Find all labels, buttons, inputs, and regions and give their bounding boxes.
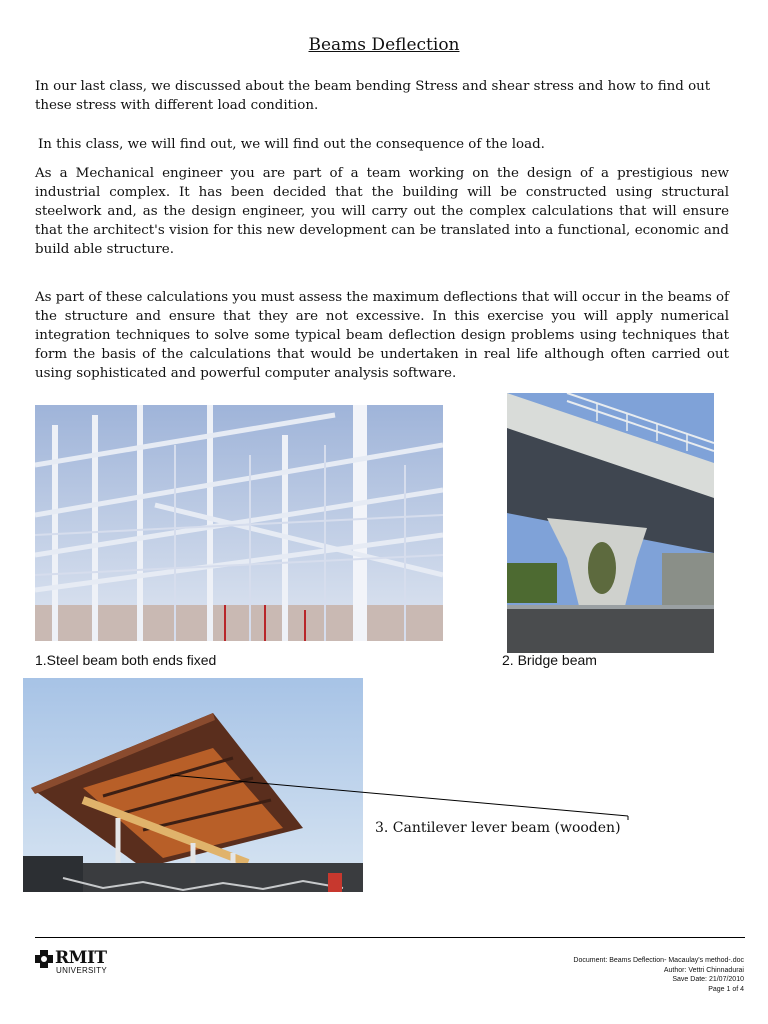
meta-page-number: Page 1 of 4 <box>708 985 744 993</box>
logo-name: RMIT <box>55 948 107 968</box>
paragraph-this-class: In this class, we will find out, we will find out the consequence of the load. <box>38 137 545 152</box>
paragraph-intro: In our last class, we discussed about the beam bending Stress and shear stress and how to find out these stress with different load condition. <box>35 79 711 113</box>
meta-document: Document: Beams Deflection- Macaulay's method-.doc <box>573 957 744 964</box>
figure-caption-cantilever-beam: 3. Cantilever lever beam (wooden) <box>375 820 621 836</box>
steel-frame-photo <box>35 405 443 641</box>
figure-caption-steel-beam: 1.Steel beam both ends fixed <box>35 652 217 668</box>
paragraph-engineer-role: As a Mechanical engineer you are part of a team working on the design of a prestigious new industrial complex. It has been decided that the building will be constructed using structural steelwork and, as the design engineer, you will carry out the complex calculations that will ensure that the architect's vision for this new development can be translated into a functional, economic and build able structure. <box>35 166 729 257</box>
rmit-logo <box>35 948 125 978</box>
figure-caption-bridge-beam: 2. Bridge beam <box>502 652 597 668</box>
meta-save-date: Save Date: 21/07/2010 <box>672 976 744 983</box>
document-title: Beams Deflection <box>308 35 460 55</box>
meta-author: Author: Vettri Chinnadurai <box>663 966 744 974</box>
footer-divider <box>35 937 745 938</box>
logo-subtitle: UNIVERSITY <box>56 966 108 975</box>
document-metadata <box>573 956 744 994</box>
rmit-logo-icon <box>35 950 53 968</box>
cantilever-canopy-photo <box>23 678 363 892</box>
paragraph-calculations: As part of these calculations you must assess the maximum deflections that will occur in the beams of the structure and ensure that they are not excessive. In this exercise you will apply numerical integration techniques to solve some typical beam deflection design problems using techniques that form the basis of the calculations that would be undertaken in real life although often carried out using sophisticated and powerful computer analysis software. <box>35 290 729 381</box>
bridge-photo <box>507 393 714 653</box>
